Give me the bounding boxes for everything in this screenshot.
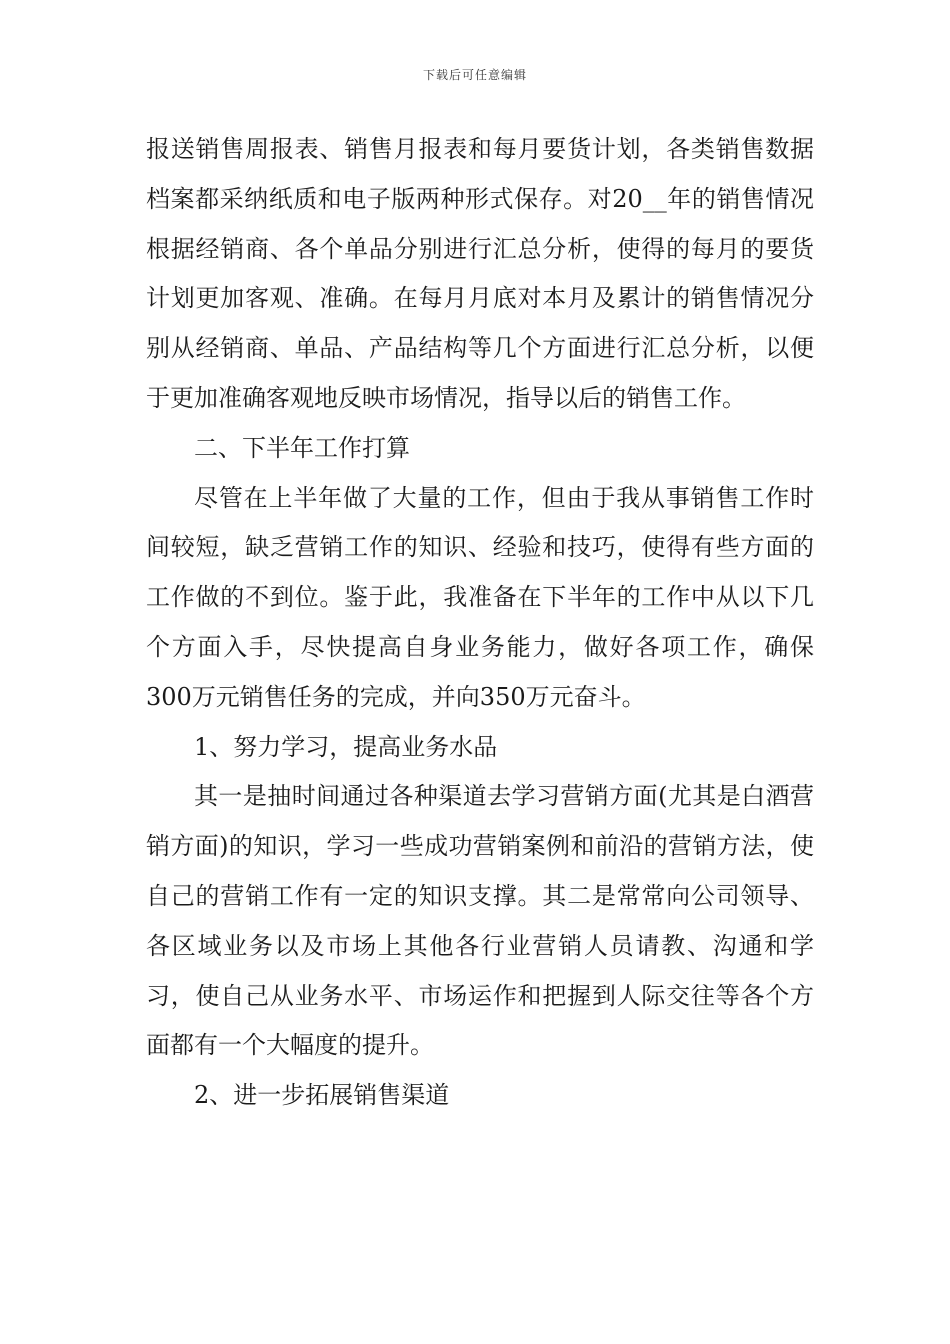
section-heading-second-half-plan: 二、下半年工作打算 (194, 433, 410, 462)
paragraph-plan-intro: 尽管在上半年做了大量的工作，但由于我从事销售工作时间较短，缺乏营销工作的知识、经验和技巧，使得有些方面的工作做的不到位。鉴于此，我准备在下半年的工作中从以下几个方面入手，尽快提高自身业务能力，做好各项工作，确保300万元销售任务的完成，并向350万元奋斗。 (146, 483, 814, 711)
subheading-expand-channels: 2、进一步拓展销售渠道 (194, 1081, 450, 1110)
document-body (146, 125, 814, 1121)
paragraph-sales-reporting: 报送销售周报表、销售月报表和每月要货计划，各类销售数据档案都采纳纸质和电子版两种形式保存。对20__年的销售情况根据经销商、各个单品分别进行汇总分析，使得的每月的要货计划更加客观、准确。在每月月底对本月及累计的销售情况分别从经销商、单品、产品结构等几个方面进行汇总分析，以便于更加准确客观地反映市场情况，指导以后的销售工作。 (146, 135, 814, 412)
paragraph-study-details: 其一是抽时间通过各种渠道去学习营销方面(尤其是白酒营销方面)的知识，学习一些成功营销案例和前沿的营销方法，使自己的营销工作有一定的知识支撑。其二是常常向公司领导、各区域业务以及市场上其他各行业营销人员请教、沟通和学习，使自己从业务水平、市场运作和把握到人际交往等各个方面都有一个大幅度的提升。 (146, 782, 814, 1060)
subheading-study-improve: 1、努力学习，提高业务水品 (194, 732, 498, 761)
page-header-note: 下载后可任意编辑 (422, 68, 527, 82)
